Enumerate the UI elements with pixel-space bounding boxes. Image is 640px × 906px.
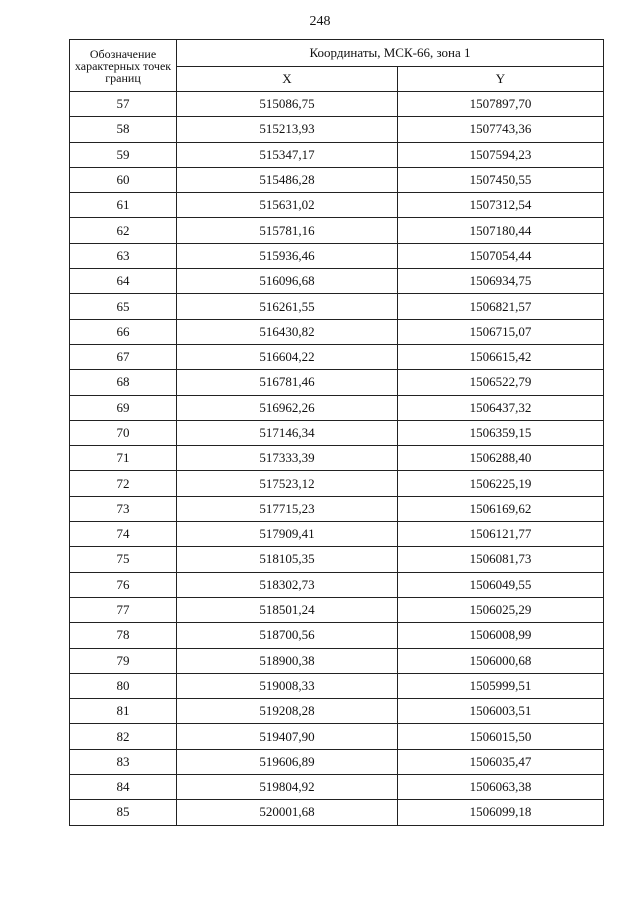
cell-point: 71 <box>70 446 177 471</box>
cell-x: 518900,38 <box>177 648 398 673</box>
cell-y: 1506099,18 <box>398 800 604 825</box>
table-row <box>70 496 604 521</box>
cell-y: 1506437,32 <box>398 395 604 420</box>
cell-point: 81 <box>70 699 177 724</box>
cell-y: 1506288,40 <box>398 446 604 471</box>
cell-x: 520001,68 <box>177 800 398 825</box>
cell-x: 517715,23 <box>177 496 398 521</box>
table-row <box>70 395 604 420</box>
table-row <box>70 420 604 445</box>
table-row <box>70 724 604 749</box>
table-row <box>70 775 604 800</box>
table-row <box>70 294 604 319</box>
header-row-top <box>70 40 604 67</box>
cell-y: 1506049,55 <box>398 572 604 597</box>
cell-point: 74 <box>70 522 177 547</box>
cell-x: 519407,90 <box>177 724 398 749</box>
cell-point: 84 <box>70 775 177 800</box>
cell-y: 1507897,70 <box>398 92 604 117</box>
cell-point: 79 <box>70 648 177 673</box>
cell-point: 60 <box>70 167 177 192</box>
cell-point: 67 <box>70 344 177 369</box>
cell-y: 1506000,68 <box>398 648 604 673</box>
table-row <box>70 597 604 622</box>
table-row <box>70 319 604 344</box>
header-x: X <box>177 67 398 92</box>
cell-y: 1506169,62 <box>398 496 604 521</box>
table-row <box>70 522 604 547</box>
table-row <box>70 648 604 673</box>
table-row <box>70 446 604 471</box>
cell-point: 73 <box>70 496 177 521</box>
cell-x: 518302,73 <box>177 572 398 597</box>
table-row <box>70 167 604 192</box>
cell-y: 1506063,38 <box>398 775 604 800</box>
cell-point: 72 <box>70 471 177 496</box>
cell-x: 517333,39 <box>177 446 398 471</box>
cell-point: 82 <box>70 724 177 749</box>
cell-y: 1506225,19 <box>398 471 604 496</box>
header-y: Y <box>398 67 604 92</box>
cell-y: 1507054,44 <box>398 243 604 268</box>
cell-y: 1506121,77 <box>398 522 604 547</box>
table-row <box>70 673 604 698</box>
cell-x: 516430,82 <box>177 319 398 344</box>
cell-point: 63 <box>70 243 177 268</box>
cell-y: 1507450,55 <box>398 167 604 192</box>
table-header <box>70 40 604 92</box>
cell-y: 1506008,99 <box>398 623 604 648</box>
cell-y: 1506615,42 <box>398 344 604 369</box>
cell-x: 517909,41 <box>177 522 398 547</box>
cell-x: 519208,28 <box>177 699 398 724</box>
table-row <box>70 218 604 243</box>
cell-x: 517523,12 <box>177 471 398 496</box>
cell-x: 516261,55 <box>177 294 398 319</box>
cell-y: 1505999,51 <box>398 673 604 698</box>
cell-y: 1506934,75 <box>398 269 604 294</box>
table-row <box>70 699 604 724</box>
cell-point: 69 <box>70 395 177 420</box>
cell-point: 58 <box>70 117 177 142</box>
cell-x: 518105,35 <box>177 547 398 572</box>
cell-x: 515347,17 <box>177 142 398 167</box>
cell-y: 1507312,54 <box>398 193 604 218</box>
coordinates-table <box>69 39 604 826</box>
cell-x: 519804,92 <box>177 775 398 800</box>
cell-point: 68 <box>70 370 177 395</box>
table-row <box>70 547 604 572</box>
table-row <box>70 749 604 774</box>
cell-y: 1507180,44 <box>398 218 604 243</box>
header-coordinates: Координаты, МСК-66, зона 1 <box>177 40 604 67</box>
table-row <box>70 269 604 294</box>
cell-point: 64 <box>70 269 177 294</box>
cell-x: 515631,02 <box>177 193 398 218</box>
cell-point: 76 <box>70 572 177 597</box>
table-row <box>70 193 604 218</box>
table-body <box>70 92 604 826</box>
cell-y: 1506522,79 <box>398 370 604 395</box>
table-row <box>70 117 604 142</box>
cell-y: 1507743,36 <box>398 117 604 142</box>
cell-point: 61 <box>70 193 177 218</box>
cell-point: 83 <box>70 749 177 774</box>
cell-x: 519606,89 <box>177 749 398 774</box>
table-row <box>70 370 604 395</box>
cell-x: 518501,24 <box>177 597 398 622</box>
cell-x: 515936,46 <box>177 243 398 268</box>
table-row <box>70 243 604 268</box>
cell-point: 75 <box>70 547 177 572</box>
cell-y: 1506025,29 <box>398 597 604 622</box>
cell-x: 516096,68 <box>177 269 398 294</box>
cell-point: 78 <box>70 623 177 648</box>
cell-y: 1506821,57 <box>398 294 604 319</box>
cell-y: 1506081,73 <box>398 547 604 572</box>
cell-point: 59 <box>70 142 177 167</box>
cell-point: 70 <box>70 420 177 445</box>
cell-point: 85 <box>70 800 177 825</box>
cell-x: 515781,16 <box>177 218 398 243</box>
cell-y: 1507594,23 <box>398 142 604 167</box>
cell-x: 516962,26 <box>177 395 398 420</box>
table-row <box>70 344 604 369</box>
table-row <box>70 471 604 496</box>
cell-x: 516604,22 <box>177 344 398 369</box>
table-row <box>70 142 604 167</box>
cell-x: 517146,34 <box>177 420 398 445</box>
table-row <box>70 800 604 825</box>
cell-y: 1506035,47 <box>398 749 604 774</box>
cell-point: 65 <box>70 294 177 319</box>
cell-y: 1506003,51 <box>398 699 604 724</box>
cell-point: 57 <box>70 92 177 117</box>
table-row <box>70 92 604 117</box>
cell-point: 66 <box>70 319 177 344</box>
cell-x: 516781,46 <box>177 370 398 395</box>
cell-y: 1506359,15 <box>398 420 604 445</box>
cell-x: 518700,56 <box>177 623 398 648</box>
cell-y: 1506015,50 <box>398 724 604 749</box>
cell-x: 519008,33 <box>177 673 398 698</box>
page-number: 248 <box>309 14 331 29</box>
cell-x: 515086,75 <box>177 92 398 117</box>
header-point-designation: Обозначение характерных точек границ <box>70 40 177 92</box>
cell-x: 515213,93 <box>177 117 398 142</box>
cell-x: 515486,28 <box>177 167 398 192</box>
cell-point: 77 <box>70 597 177 622</box>
table-row <box>70 623 604 648</box>
cell-point: 80 <box>70 673 177 698</box>
table-row <box>70 572 604 597</box>
cell-y: 1506715,07 <box>398 319 604 344</box>
cell-point: 62 <box>70 218 177 243</box>
